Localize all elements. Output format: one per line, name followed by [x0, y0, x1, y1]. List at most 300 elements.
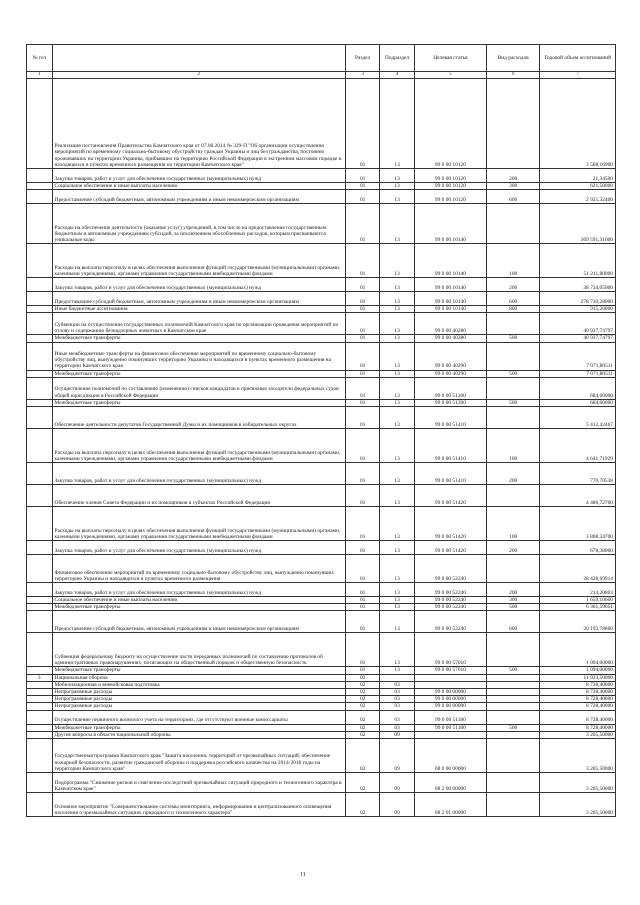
table-row [27, 342, 616, 370]
table-row [27, 335, 616, 342]
row-amount: 3 205,50000 [540, 731, 616, 738]
row-podrazdel: 13 [380, 169, 414, 183]
row-podrazdel: 09 [380, 793, 414, 817]
row-expense-type [487, 342, 540, 370]
table-row [27, 190, 616, 204]
row-razdel: 01 [345, 507, 379, 541]
row-name: Предоставление субсидий бюджетным, автономным учреждениям и иным некоммерческим организациям [52, 190, 345, 204]
row-name: Субвенция федеральному бюджету на осуществление части переданных полномочий по составлению протоколов об административных правонарушениях, посягающих на общественный порядок и общественную безопасность [52, 633, 345, 667]
row-razdel: 01 [345, 204, 379, 244]
row-target-article [414, 674, 486, 681]
table-row [27, 407, 616, 429]
row-podrazdel: 13 [380, 335, 414, 342]
row-target-article: 08 0 00 00000 [414, 739, 486, 773]
row-number [27, 335, 53, 342]
row-podrazdel: 13 [380, 342, 414, 370]
row-number [27, 485, 53, 507]
row-amount: 7 071,80511 [540, 342, 616, 370]
table-row [27, 429, 616, 463]
row-amount: 40 937,74797 [540, 313, 616, 335]
row-razdel: 02 [345, 773, 379, 793]
row-expense-type [487, 689, 540, 696]
row-razdel: 01 [345, 555, 379, 583]
row-number [27, 689, 53, 696]
row-razdel: 02 [345, 710, 379, 724]
row-amount: 7 071,80511 [540, 370, 616, 377]
row-podrazdel: 13 [380, 377, 414, 399]
row-expense-type: 800 [487, 306, 540, 313]
row-razdel: 01 [345, 244, 379, 278]
row-podrazdel: 13 [380, 204, 414, 244]
table-row [27, 597, 616, 604]
row-name: Социальное обеспечение и иные выплаты населению [52, 597, 345, 604]
table-row [27, 773, 616, 793]
table-row [27, 555, 616, 583]
row-podrazdel: 13 [380, 507, 414, 541]
row-expense-type: 500 [487, 724, 540, 731]
row-podrazdel: 13 [380, 399, 414, 406]
row-expense-type: 200 [487, 278, 540, 292]
column-index-row [27, 72, 616, 79]
row-podrazdel: 13 [380, 583, 414, 597]
row-razdel: 01 [345, 190, 379, 204]
row-amount: 4 641,71929 [540, 429, 616, 463]
table-row [27, 703, 616, 710]
table-row [27, 313, 616, 335]
row-target-article: 99 0 00 52240 [414, 583, 486, 597]
row-name: Осуществление первичного воинского учета на территориях, где отсутствуют военные комиссариаты [52, 710, 345, 724]
table-row [27, 710, 616, 724]
page-footer-mark: 11 [300, 872, 306, 878]
header-podrazdel: Подраздел [380, 45, 414, 72]
row-target-article: 99 0 00 51420 [414, 541, 486, 555]
column-index: 7 [540, 72, 616, 79]
header-num: № п/п [27, 45, 53, 72]
row-podrazdel: 13 [380, 183, 414, 190]
row-podrazdel: 03 [380, 696, 414, 703]
row-number [27, 183, 53, 190]
row-target-article: 99 0 00 00000 [414, 689, 486, 696]
header-expense-type: Вид расходов [487, 45, 540, 72]
row-name: Закупка товаров, работ и услуг для обеспечения государственных (муниципальных) нужд [52, 278, 345, 292]
row-expense-type [487, 485, 540, 507]
row-expense-type [487, 79, 540, 169]
row-name: Расходы на выплаты персоналу в целях обеспечения выполнения функций государственными (муниципальными) органами, казенными учреждениями, органами управления государственными внебюджетными фондами [52, 429, 345, 463]
row-number [27, 377, 53, 399]
row-target-article: 99 0 00 51200 [414, 377, 486, 399]
row-podrazdel: 09 [380, 731, 414, 738]
row-podrazdel: 13 [380, 541, 414, 555]
row-target-article: 99 0 00 10120 [414, 190, 486, 204]
row-podrazdel: 03 [380, 724, 414, 731]
row-name: Предоставление субсидий бюджетным, автономным учреждениям и иным некоммерческим организациям [52, 292, 345, 306]
row-target-article: 99 0 00 10120 [414, 169, 486, 183]
row-amount: 8 728,40000 [540, 710, 616, 724]
row-podrazdel: 13 [380, 604, 414, 611]
row-target-article: 99 0 00 00000 [414, 696, 486, 703]
row-target-article: 99 0 00 51410 [414, 407, 486, 429]
header-razdel: Раздел [345, 45, 379, 72]
row-target-article: 99 0 00 10140 [414, 292, 486, 306]
row-number [27, 429, 53, 463]
row-podrazdel: 13 [380, 429, 414, 463]
row-podrazdel: 09 [380, 739, 414, 773]
row-expense-type: 200 [487, 169, 540, 183]
table-row [27, 399, 616, 406]
row-target-article: 99 0 00 10140 [414, 306, 486, 313]
row-podrazdel: 03 [380, 681, 414, 688]
row-amount: 8 728,40000 [540, 681, 616, 688]
row-podrazdel: 13 [380, 485, 414, 507]
row-expense-type: 500 [487, 604, 540, 611]
row-amount: 4 486,72700 [540, 485, 616, 507]
row-razdel: 01 [345, 463, 379, 485]
row-amount: 684,60000 [540, 399, 616, 406]
row-name: Подпрограмма "Снижение рисков и смягчение последствий чрезвычайных ситуаций природного и техногенного характера в Камчатском крае" [52, 773, 345, 793]
row-amount: 11 933,50000 [540, 674, 616, 681]
row-amount: 1 659,10600 [540, 597, 616, 604]
row-razdel: 02 [345, 696, 379, 703]
row-razdel: 01 [345, 313, 379, 335]
row-number [27, 169, 53, 183]
table-row [27, 667, 616, 674]
row-name: Межбюджетные трансферты [52, 370, 345, 377]
row-name: Мобилизационная и вневойсковая подготовка [52, 681, 345, 688]
row-target-article: 99 0 00 51200 [414, 399, 486, 406]
row-target-article: 99 0 00 51180 [414, 710, 486, 724]
table-row [27, 278, 616, 292]
row-razdel: 01 [345, 278, 379, 292]
row-razdel: 01 [345, 292, 379, 306]
row-razdel: 02 [345, 703, 379, 710]
row-expense-type: 600 [487, 292, 540, 306]
row-target-article: 08 2 00 00000 [414, 773, 486, 793]
row-expense-type: 600 [487, 190, 540, 204]
row-name: Межбюджетные трансферты [52, 399, 345, 406]
row-expense-type [487, 793, 540, 817]
row-amount: 8 728,40000 [540, 696, 616, 703]
row-name: Закупка товаров, работ и услуг для обеспечения государственных (муниципальных) нужд [52, 463, 345, 485]
row-expense-type [487, 696, 540, 703]
row-razdel: 02 [345, 689, 379, 696]
row-number [27, 278, 53, 292]
row-amount: 369 591,31000 [540, 204, 616, 244]
row-amount: 8 728,40000 [540, 703, 616, 710]
row-number [27, 555, 53, 583]
row-razdel: 01 [345, 79, 379, 169]
row-podrazdel: 13 [380, 611, 414, 633]
row-expense-type [487, 731, 540, 738]
row-amount: 28 428,69914 [540, 555, 616, 583]
row-expense-type [487, 681, 540, 688]
row-amount: 20 193,78860 [540, 611, 616, 633]
row-razdel: 01 [345, 399, 379, 406]
row-target-article: 99 0 00 10140 [414, 244, 486, 278]
row-number [27, 724, 53, 731]
row-podrazdel: 13 [380, 292, 414, 306]
row-name: Расходы на выплаты персоналу в целях обеспечения выполнения функций государственными (муниципальными) органами, казенными учреждениями, органами управления государственными внебюджетными фондами [52, 244, 345, 278]
column-index: 3 [345, 72, 379, 79]
row-number [27, 79, 53, 169]
row-razdel: 02 [345, 793, 379, 817]
row-razdel: 02 [345, 731, 379, 738]
row-expense-type [487, 377, 540, 399]
row-target-article: 99 0 00 00000 [414, 703, 486, 710]
row-podrazdel: 13 [380, 667, 414, 674]
row-number [27, 597, 53, 604]
row-razdel: 01 [345, 541, 379, 555]
row-podrazdel: 03 [380, 703, 414, 710]
row-amount: 1 094,00000 [540, 667, 616, 674]
column-index: 1 [27, 72, 53, 79]
row-razdel: 01 [345, 342, 379, 370]
row-podrazdel: 13 [380, 407, 414, 429]
row-amount: 3 205,50000 [540, 793, 616, 817]
row-razdel: 01 [345, 370, 379, 377]
row-amount: 621,50000 [540, 183, 616, 190]
row-name: Иные бюджетные ассигнования [52, 306, 345, 313]
table-row [27, 169, 616, 183]
row-number [27, 703, 53, 710]
row-name: Непрограммные расходы [52, 689, 345, 696]
row-razdel: 01 [345, 667, 379, 674]
row-target-article: 99 0 00 40290 [414, 370, 486, 377]
row-podrazdel: 13 [380, 278, 414, 292]
row-target-article: 99 0 00 52240 [414, 611, 486, 633]
row-podrazdel: 13 [380, 306, 414, 313]
row-name: Межбюджетные трансферты [52, 335, 345, 342]
table-row [27, 183, 616, 190]
row-expense-type: 200 [487, 583, 540, 597]
table-row [27, 739, 616, 773]
row-name: Закупка товаров, работ и услуг для обеспечения государственных (муниципальных) нужд [52, 541, 345, 555]
table-row [27, 681, 616, 688]
row-target-article: 99 0 00 52240 [414, 604, 486, 611]
row-expense-type [487, 204, 540, 244]
table-row [27, 696, 616, 703]
row-target-article: 99 0 00 51420 [414, 485, 486, 507]
row-name: Обеспечение деятельности депутатов Государственной Думы и их помощников в избирательных округах [52, 407, 345, 429]
table-row [27, 604, 616, 611]
row-expense-type: 300 [487, 183, 540, 190]
row-expense-type [487, 407, 540, 429]
row-expense-type [487, 710, 540, 724]
row-name: Государственная программа Камчатского края "Защита населения, территорий от чрезвычайных ситуаций, обеспечение пожарной безопасности, развитие гражданской обороны и поддержка российского казачества на 2014-2018 годы на территории Камчатского края" [52, 739, 345, 773]
table-row [27, 370, 616, 377]
row-number [27, 710, 53, 724]
row-name: Предоставление субсидий бюджетным, автономным учреждениям и иным некоммерческим организациям [52, 611, 345, 633]
row-target-article: 99 0 00 52240 [414, 597, 486, 604]
row-expense-type: 500 [487, 335, 540, 342]
row-amount: 21,34500 [540, 169, 616, 183]
row-number [27, 204, 53, 244]
table-row [27, 306, 616, 313]
row-razdel: 01 [345, 583, 379, 597]
header-name [52, 45, 345, 72]
row-amount: 5 412,42467 [540, 407, 616, 429]
row-number [27, 611, 53, 633]
row-amount: 770,70538 [540, 463, 616, 485]
row-name: Межбюджетные трансферты [52, 724, 345, 731]
row-amount: 278 730,28000 [540, 292, 616, 306]
row-expense-type: 100 [487, 507, 540, 541]
header-target-article: Целевая статья [414, 45, 486, 72]
row-amount: 684,60000 [540, 377, 616, 399]
row-razdel: 01 [345, 377, 379, 399]
row-target-article: 99 0 00 51420 [414, 507, 486, 541]
row-razdel: 01 [345, 633, 379, 667]
row-expense-type [487, 633, 540, 667]
table-row [27, 633, 616, 667]
row-expense-type: 300 [487, 597, 540, 604]
row-amount: 6 361,59651 [540, 604, 616, 611]
table-row [27, 377, 616, 399]
row-name: Обеспечение членов Совета Федерации и их помощников в субъектах Российской Федерации [52, 485, 345, 507]
row-target-article: 99 0 00 51180 [414, 724, 486, 731]
row-target-article: 99 0 00 57010 [414, 667, 486, 674]
row-podrazdel: 03 [380, 689, 414, 696]
row-razdel: 01 [345, 597, 379, 604]
row-razdel: 01 [345, 407, 379, 429]
row-number [27, 604, 53, 611]
row-number [27, 696, 53, 703]
row-amount: 8 728,40000 [540, 689, 616, 696]
table-row [27, 292, 616, 306]
row-name: Иные межбюджетные трансферты на финансовое обеспечение мероприятий по временному социально-бытовому обустройству лиц, вынужденно покинувших территорию Украины и находящихся в пунктах временного размещения на территории Камчатского края [52, 342, 345, 370]
row-target-article: 99 0 00 10140 [414, 204, 486, 244]
row-razdel: 01 [345, 604, 379, 611]
row-razdel: 02 [345, 674, 379, 681]
row-razdel: 01 [345, 183, 379, 190]
row-target-article: 99 0 00 10140 [414, 278, 486, 292]
row-amount: 3 808,34700 [540, 507, 616, 541]
row-podrazdel: 13 [380, 79, 414, 169]
table-body [27, 79, 616, 817]
row-target-article: 99 0 00 10120 [414, 79, 486, 169]
row-number [27, 731, 53, 738]
row-podrazdel: 13 [380, 555, 414, 583]
row-number [27, 507, 53, 541]
header-row [27, 45, 616, 72]
row-amount: 214,20803 [540, 583, 616, 597]
row-amount: 915,20000 [540, 306, 616, 313]
row-podrazdel: 13 [380, 463, 414, 485]
row-amount: 678,38000 [540, 541, 616, 555]
row-name: Социальное обеспечение и иные выплаты населению [52, 183, 345, 190]
row-name: Расходы на выплаты персоналу в целях обеспечения выполнения функций государственными (муниципальными) органами, казенными учреждениями, органами управления государственными внебюджетными фондами [52, 507, 345, 541]
row-amount: 3 568,16900 [540, 79, 616, 169]
row-number [27, 342, 53, 370]
row-expense-type [487, 703, 540, 710]
row-name: Закупка товаров, работ и услуг для обеспечения государственных (муниципальных) нужд [52, 583, 345, 597]
row-number [27, 306, 53, 313]
header-annual-amount: Годовой объем ассигнований [540, 45, 616, 72]
row-name: Реализация постановления Правительства Камчатского края от 07.08.2014 № 329-П "Об организации осуществления мероприятий по временному социально-бытовому обустройству граждан Украины и лиц без гражданства, постоянно проживавших на территории Украины, прибывших на территорию Российской Федерации в экстренном массовом порядке и находящихся в пунктах временного размещения на территории Камчатского края" [52, 79, 345, 169]
table-row [27, 541, 616, 555]
column-index: 5 [414, 72, 486, 79]
row-expense-type: 100 [487, 244, 540, 278]
row-number [27, 190, 53, 204]
row-podrazdel: 13 [380, 244, 414, 278]
row-razdel: 02 [345, 724, 379, 731]
row-target-article: 99 0 00 10120 [414, 183, 486, 190]
row-number [27, 292, 53, 306]
row-name: Основное мероприятие "Совершенствование системы мониторинга, информирования и централизованного оповещения населения о чрезвычайных ситуациях природного и техногенного характера" [52, 793, 345, 817]
row-name: Непрограммные расходы [52, 703, 345, 710]
budget-allocation-table [26, 44, 616, 817]
row-target-article: 99 0 00 51410 [414, 463, 486, 485]
row-razdel: 01 [345, 485, 379, 507]
row-name: Национальная оборона [52, 674, 345, 681]
row-expense-type: 500 [487, 370, 540, 377]
row-podrazdel: 09 [380, 773, 414, 793]
table-row [27, 463, 616, 485]
table-row [27, 674, 616, 681]
row-podrazdel: 13 [380, 190, 414, 204]
row-target-article: 99 0 00 40280 [414, 313, 486, 335]
table-row [27, 611, 616, 633]
column-index: 2 [52, 72, 345, 79]
column-index: 4 [380, 72, 414, 79]
row-target-article [414, 681, 486, 688]
row-number [27, 399, 53, 406]
row-name: Другие вопросы в области национальной обороны [52, 731, 345, 738]
row-expense-type: 200 [487, 463, 540, 485]
row-name: Закупка товаров, работ и услуг для обеспечения государственных (муниципальных) нужд [52, 169, 345, 183]
table-row [27, 583, 616, 597]
row-expense-type [487, 739, 540, 773]
row-number [27, 667, 53, 674]
row-name: Непрограммные расходы [52, 696, 345, 703]
row-razdel: 02 [345, 739, 379, 773]
row-expense-type: 200 [487, 541, 540, 555]
row-expense-type: 600 [487, 611, 540, 633]
row-podrazdel: 13 [380, 313, 414, 335]
row-expense-type: 100 [487, 429, 540, 463]
column-index: 6 [487, 72, 540, 79]
row-expense-type: 500 [487, 667, 540, 674]
row-number [27, 773, 53, 793]
row-expense-type [487, 773, 540, 793]
row-razdel: 01 [345, 306, 379, 313]
row-name: Расходы на обеспечение деятельности (оказание услуг) учреждений, в том числе на предоставление государственным бюджетным и автономным учреждениям субсидий, за исключением обособленных расходов, которым присваиваются уникальные коды [52, 204, 345, 244]
row-podrazdel: 13 [380, 633, 414, 667]
row-amount: 3 205,50000 [540, 739, 616, 773]
row-expense-type [487, 555, 540, 583]
row-razdel: 01 [345, 335, 379, 342]
row-target-article: 99 0 00 52240 [414, 555, 486, 583]
table-row [27, 507, 616, 541]
row-target-article: 08 2 01 00000 [414, 793, 486, 817]
row-name: Осуществление полномочий по составлению (изменению) списков кандидатов в присяжные заседатели федеральных судов общей юрисдикции в Российской Федерации [52, 377, 345, 399]
row-amount: 38 734,05000 [540, 278, 616, 292]
row-expense-type: 500 [487, 399, 540, 406]
row-name: Субвенции на осуществление государственных полномочий Камчатского края по организации проведения мероприятий по отлову и содержанию безнадзорных животных в Камчатском крае [52, 313, 345, 335]
row-amount: 40 937,74797 [540, 335, 616, 342]
row-podrazdel: 13 [380, 370, 414, 377]
table-row [27, 793, 616, 817]
row-number [27, 407, 53, 429]
row-target-article: 99 0 00 40290 [414, 342, 486, 370]
row-number [27, 793, 53, 817]
row-razdel: 02 [345, 681, 379, 688]
row-target-article: 99 0 00 57010 [414, 633, 486, 667]
row-amount: 3 205,50000 [540, 773, 616, 793]
row-expense-type [487, 674, 540, 681]
row-amount: 51 211,80000 [540, 244, 616, 278]
table-row [27, 731, 616, 738]
row-target-article [414, 731, 486, 738]
